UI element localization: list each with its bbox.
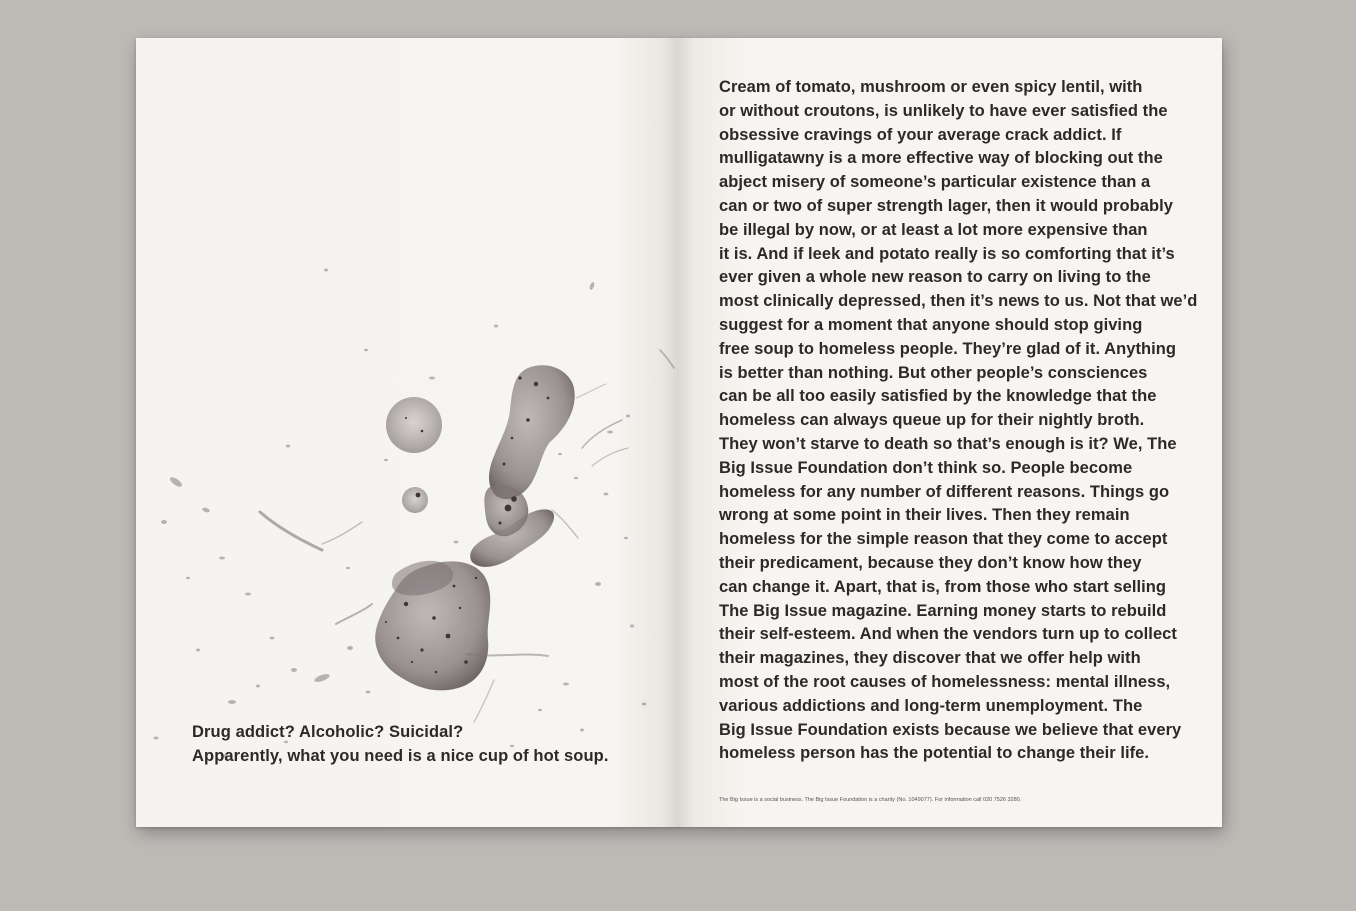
footnote: The Big Issue is a social business. The Big Issue Foundation is a charity (No. 1049077). For information call 020 7526 3280. [719, 797, 1022, 803]
body-line: or without croutons, is unlikely to have ever satisfied the [719, 101, 1168, 120]
body-line: various addictions and long-term unemployment. The [719, 696, 1143, 715]
ink-splatter-illustration [136, 38, 679, 827]
body-line: their self-esteem. And when the vendors turn up to collect [719, 625, 1177, 644]
body-line: suggest for a moment that anyone should stop giving [719, 315, 1143, 334]
body-line: their predicament, because they don’t know how they [719, 553, 1142, 572]
body-line: homeless person has the potential to change their life. [719, 744, 1150, 763]
body-line: Big Issue Foundation exists because we believe that every [719, 720, 1182, 739]
body-line: homeless for any number of different reasons. Things go [719, 482, 1170, 501]
body-line: ever given a whole new reason to carry on living to the [719, 268, 1151, 287]
body-line: The Big Issue magazine. Earning money starts to rebuild [719, 601, 1167, 620]
body-line: obsessive cravings of your average crack addict. If [719, 125, 1122, 144]
left-page [136, 38, 679, 827]
body-line: Cream of tomato, mushroom or even spicy lentil, with [719, 78, 1143, 96]
body-line: Big Issue Foundation don’t think so. People become [719, 458, 1133, 477]
body-line: it is. And if leek and potato really is so comforting that it’s [719, 244, 1175, 263]
body-line: free soup to homeless people. They’re glad of it. Anything [719, 339, 1177, 358]
body-line: most clinically depressed, then it’s news to us. Not that we’d [719, 292, 1198, 311]
headline-line: Drug addict? Alcoholic? Suicidal? [192, 723, 464, 741]
magazine-spread [136, 38, 1222, 827]
body-line: can or two of super strength lager, then it would probably [719, 196, 1173, 215]
body-line: be illegal by now, or at least a lot more expensive than [719, 220, 1148, 239]
body-line: can be all too easily satisfied by the knowledge that the [719, 387, 1157, 406]
headline [192, 720, 662, 768]
body-line: mulligatawny is a more effective way of blocking out the [719, 149, 1163, 168]
body-copy [719, 76, 1198, 766]
body-line: abject misery of someone’s particular existence than a [719, 173, 1151, 192]
body-line: their magazines, they discover that we offer help with [719, 649, 1141, 668]
body-line: wrong at some point in their lives. Then they remain [719, 506, 1130, 525]
right-page [679, 38, 1222, 827]
body-line: is better than nothing. But other people’s consciences [719, 363, 1148, 382]
body-line: homeless for the simple reason that they come to accept [719, 530, 1168, 549]
body-line: homeless can always queue up for their nightly broth. [719, 411, 1145, 430]
headline-line: Apparently, what you need is a nice cup of hot soup. [192, 747, 609, 765]
body-line: most of the root causes of homelessness: mental illness, [719, 672, 1171, 691]
body-line: They won’t starve to death so that’s enough is it? We, The [719, 434, 1177, 453]
body-line: can change it. Apart, that is, from those who start selling [719, 577, 1166, 596]
